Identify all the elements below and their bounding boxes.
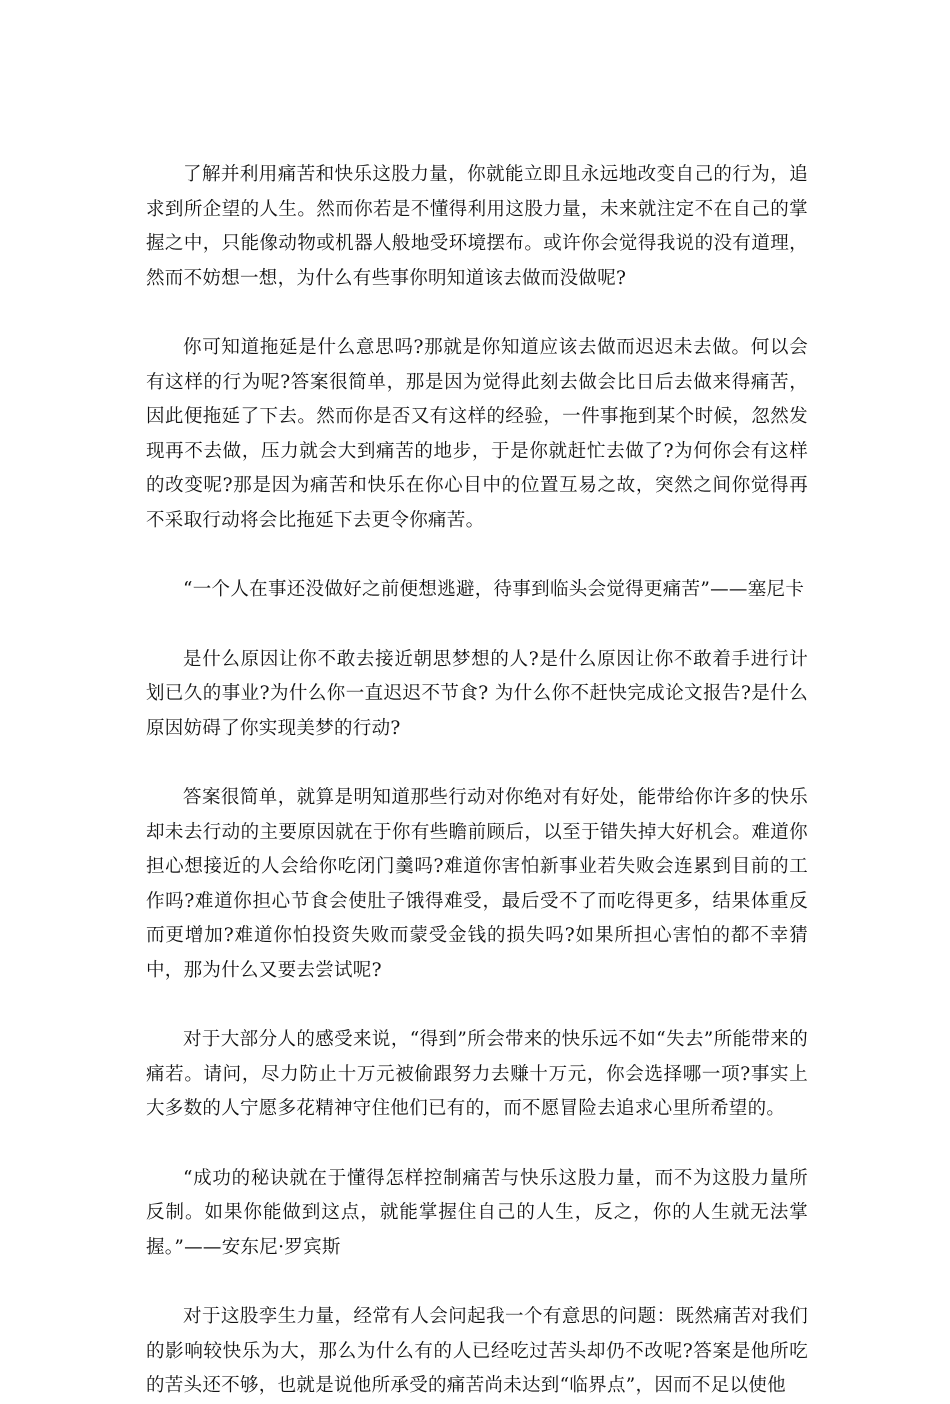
paragraph-procrastination: 你可知道拖延是什么意思吗?那就是你知道应该去做而迟迟未去做。何以会有这样的行为呢?答案很简单，那是因为觉得此刻去做会比日后去做来得痛苦，因此便拖延了下去。然而你是否又有这样的经验，一件事拖到某个时候，忽然发现再不去做，压力就会大到痛苦的地步，于是你就赶忙去做了?为何你会有这样的改变呢?那是因为痛苦和快乐在你心目中的位置互易之故，突然之间你觉得再不采取行动将会比拖延下去更令你痛苦。: [146, 337, 808, 531]
quote-seneca: “一个人在事还没做好之前便想逃避，待事到临头会觉得更痛苦”——塞尼卡: [183, 579, 805, 600]
document-body: [146, 158, 808, 1404]
paragraph-threshold: 对于这股孪生力量，经常有人会问起我一个有意思的问题：既然痛苦对我们的影响较快乐为大，那么为什么有的人已经吃过苦头却仍不改呢?答案是他所吃的苦头还不够，也就是说他所承受的痛苦尚未达到“临界点”，因而不足以使他: [146, 1306, 808, 1396]
paragraph-pain-pleasure-intro: 了解并利用痛苦和快乐这股力量，你就能立即且永远地改变自己的行为，追求到所企望的人生。然而你若是不懂得利用这股力量，未来就注定不在自己的掌握之中，只能像动物或机器人般地受环境摆布。或许你会觉得我说的没有道理，然而不妨想一想，为什么有些事你明知道该去做而没做呢?: [146, 164, 808, 289]
paragraph-gain-vs-loss: 对于大部分人的感受来说，“得到”所会带来的快乐远不如“失去”所能带来的痛若。请问，尽力防止十万元被偷跟努力去赚十万元，你会选择哪一项?事实上大多数的人宁愿多花精神守住他们已有的，而不愿冒险去追求心里所希望的。: [146, 1029, 808, 1119]
quote-anthony-robbins: “成功的秘诀就在于懂得怎样控制痛苦与快乐这股力量，而不为这股力量所反制。如果你能做到这点，就能掌握住自己的人生，反之，你的人生就无法掌握。”——安东尼·罗宾斯: [146, 1167, 808, 1258]
paragraph-reasons-questions: 是什么原因让你不敢去接近朝思梦想的人?是什么原因让你不敢着手进行计划已久的事业?为什么你一直迟迟不节食? 为什么你不赶快完成论文报告?是什么原因妨碍了你实现美梦的行动?: [146, 648, 808, 739]
paragraph-answer-hesitation: 答案很简单，就算是明知道那些行动对你绝对有好处，能带给你许多的快乐却未去行动的主要原因就在于你有些瞻前顾后，以至于错失掉大好机会。难道你担心想接近的人会给你吃闭门羹吗?难道你害怕新事业若失败会连累到目前的工作吗?难道你担心节食会使肚子饿得难受，最后受不了而吃得更多，结果体重反而更增加?难道你怕投资失败而蒙受金钱的损失吗?如果所担心害怕的都不幸猜中，那为什么又要去尝试呢?: [146, 787, 808, 981]
